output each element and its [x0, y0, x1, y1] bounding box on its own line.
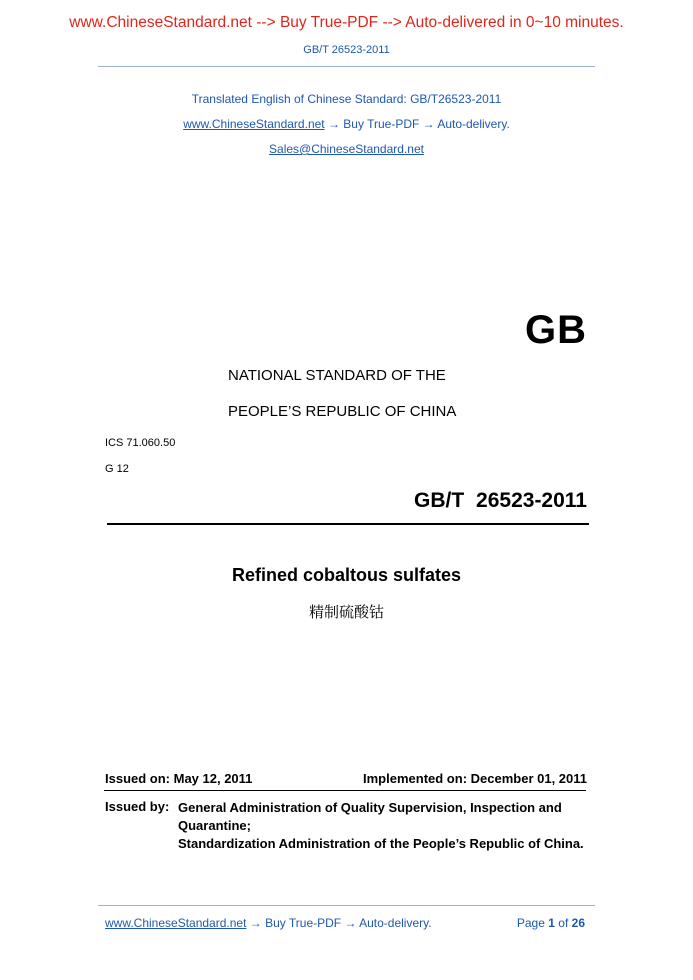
footer-site-link[interactable]: www.ChineseStandard.net: [105, 916, 247, 930]
national-standard-line1: NATIONAL STANDARD OF THE: [228, 367, 446, 384]
title-chinese: 精制硫酸钴: [308, 603, 384, 621]
page-total: 26: [571, 916, 585, 930]
email-link[interactable]: Sales@ChineseStandard.net: [269, 142, 424, 156]
footer-purchase-line: [105, 916, 432, 930]
header-divider: [98, 66, 595, 67]
page-label: Page: [516, 916, 545, 930]
email-line: [0, 142, 693, 156]
page-number: 1: [548, 916, 555, 930]
site-link[interactable]: www.ChineseStandard.net: [183, 117, 325, 131]
page-indicator: [517, 916, 585, 930]
issued-on-date: Issued on: May 12, 2011: [105, 771, 253, 786]
category-code: G 12: [105, 463, 129, 475]
footer-buy-text: → Buy True-PDF → Auto-delivery.: [246, 916, 432, 930]
issued-by-label: Issued by:: [105, 799, 170, 814]
footer-divider: [98, 905, 595, 906]
translated-note: Translated English of Chinese Standard: GB/T26523-2011: [191, 92, 502, 106]
standard-code: GB/T 26523-2011: [414, 489, 587, 512]
purchase-line: [0, 117, 693, 131]
gb-logo: GB: [525, 308, 587, 352]
issuer-list: [178, 799, 588, 853]
title-divider: [107, 523, 589, 525]
national-standard-line2: PEOPLE’S REPUBLIC OF CHINA: [228, 403, 457, 420]
of-label: of: [558, 916, 569, 930]
buy-text: → Buy True-PDF → Auto-delivery.: [324, 117, 510, 131]
issuer-item: General Administration of Quality Supervision, Inspection and Quarantine;: [178, 800, 562, 833]
top-banner[interactable]: www.ChineseStandard.net --> Buy True-PDF --> Auto-delivered in 0~10 minutes.: [69, 14, 624, 31]
title-english: Refined cobaltous sulfates: [231, 565, 462, 585]
dates-divider: [104, 790, 586, 791]
issuer-item: Standardization Administration of the People’s Republic of China.: [178, 836, 584, 851]
ics-code: ICS 71.060.50: [105, 437, 176, 449]
implemented-on-date: Implemented on: December 01, 2011: [363, 771, 587, 786]
header-standard-code: GB/T 26523-2011: [303, 44, 390, 56]
